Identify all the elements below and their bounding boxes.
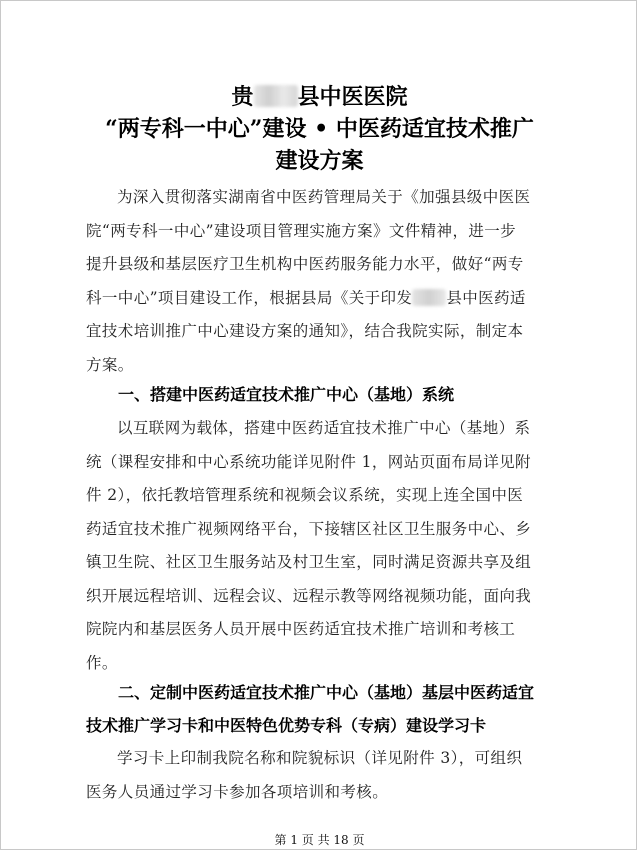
text-line: 织开展远程培训、远程会议、远程示教等网络视频功能，面向我 (86, 586, 532, 605)
redacted-name-blur (412, 289, 446, 306)
text-line: 为深入贯彻落实湖南省中医药管理局关于《加强县级中医医 (117, 188, 531, 206)
text-line: 院“两专科一中心”建设项目管理实施方案》文件精神，进一步 (86, 221, 517, 240)
section-heading-2 (86, 676, 559, 742)
text-line: 提升县级和基层医疗卫生机构中医药服务能力水平，做好“两专 (86, 255, 524, 273)
text-line: 药适宜技术推广视频网络平台，下接辖区社区卫生服务中心、乡 (86, 519, 532, 538)
text-line: 宜技术培训推广中心建设方案的通知》，结合我院实际，制定本 (86, 322, 524, 340)
title-line-2: “两专科一中心”建设 • 中医药适宜技术推广 (105, 116, 534, 142)
text-segment: 科一中心”项目建设工作，根据县局《关于印发 (86, 288, 413, 307)
paragraph-section-1 (86, 412, 559, 680)
heading-line: 二、定制中医药适宜技术推广中心（基地）基层中医药适宜 (118, 683, 535, 702)
text-line: 镇卫生院、社区卫生服务站及村卫生室，同时满足资源共享及组 (86, 553, 532, 571)
paragraph-section-2 (86, 742, 559, 809)
redacted-name-blur (254, 85, 298, 107)
text-line (86, 282, 559, 316)
text-line: 作。 (86, 653, 118, 672)
section-heading-1: 一、搭建中医药适宜技术推广中心（基地）系统 (118, 385, 455, 404)
text-line: 院院内和基层医务人员开展中医药适宜技术推广培训和考核工 (86, 620, 516, 638)
text-line: 以互联网为载体，搭建中医药适宜技术推广中心（基地）系 (117, 419, 531, 437)
paragraph-intro (86, 181, 559, 382)
title-suffix: 县中医医院 (297, 84, 408, 110)
page-footer: 第 1 页 共 18 页 (274, 833, 365, 847)
heading-line: 技术推广学习卡和中医特色优势专科（专病）建设学习卡 (86, 716, 487, 735)
title-prefix: 贵 (231, 84, 254, 110)
text-line: 统（课程安排和中心系统功能详见附件 1，网站页面布局详见附 (86, 452, 531, 471)
text-line: 方案。 (86, 355, 134, 374)
text-line: 医务人员通过学习卡参加各项培训和考核。 (86, 782, 389, 801)
text-line: 学习卡上印制我院名称和院貌标识（详见附件 3），可组织 (117, 749, 523, 767)
title-line-3: 建设方案 (275, 148, 364, 174)
text-line: 件 2），依托教培管理系统和视频会议系统，实现上连全国中医 (86, 486, 524, 504)
title-line-1 (0, 82, 639, 112)
text-segment: 县中医药适 (446, 288, 526, 307)
